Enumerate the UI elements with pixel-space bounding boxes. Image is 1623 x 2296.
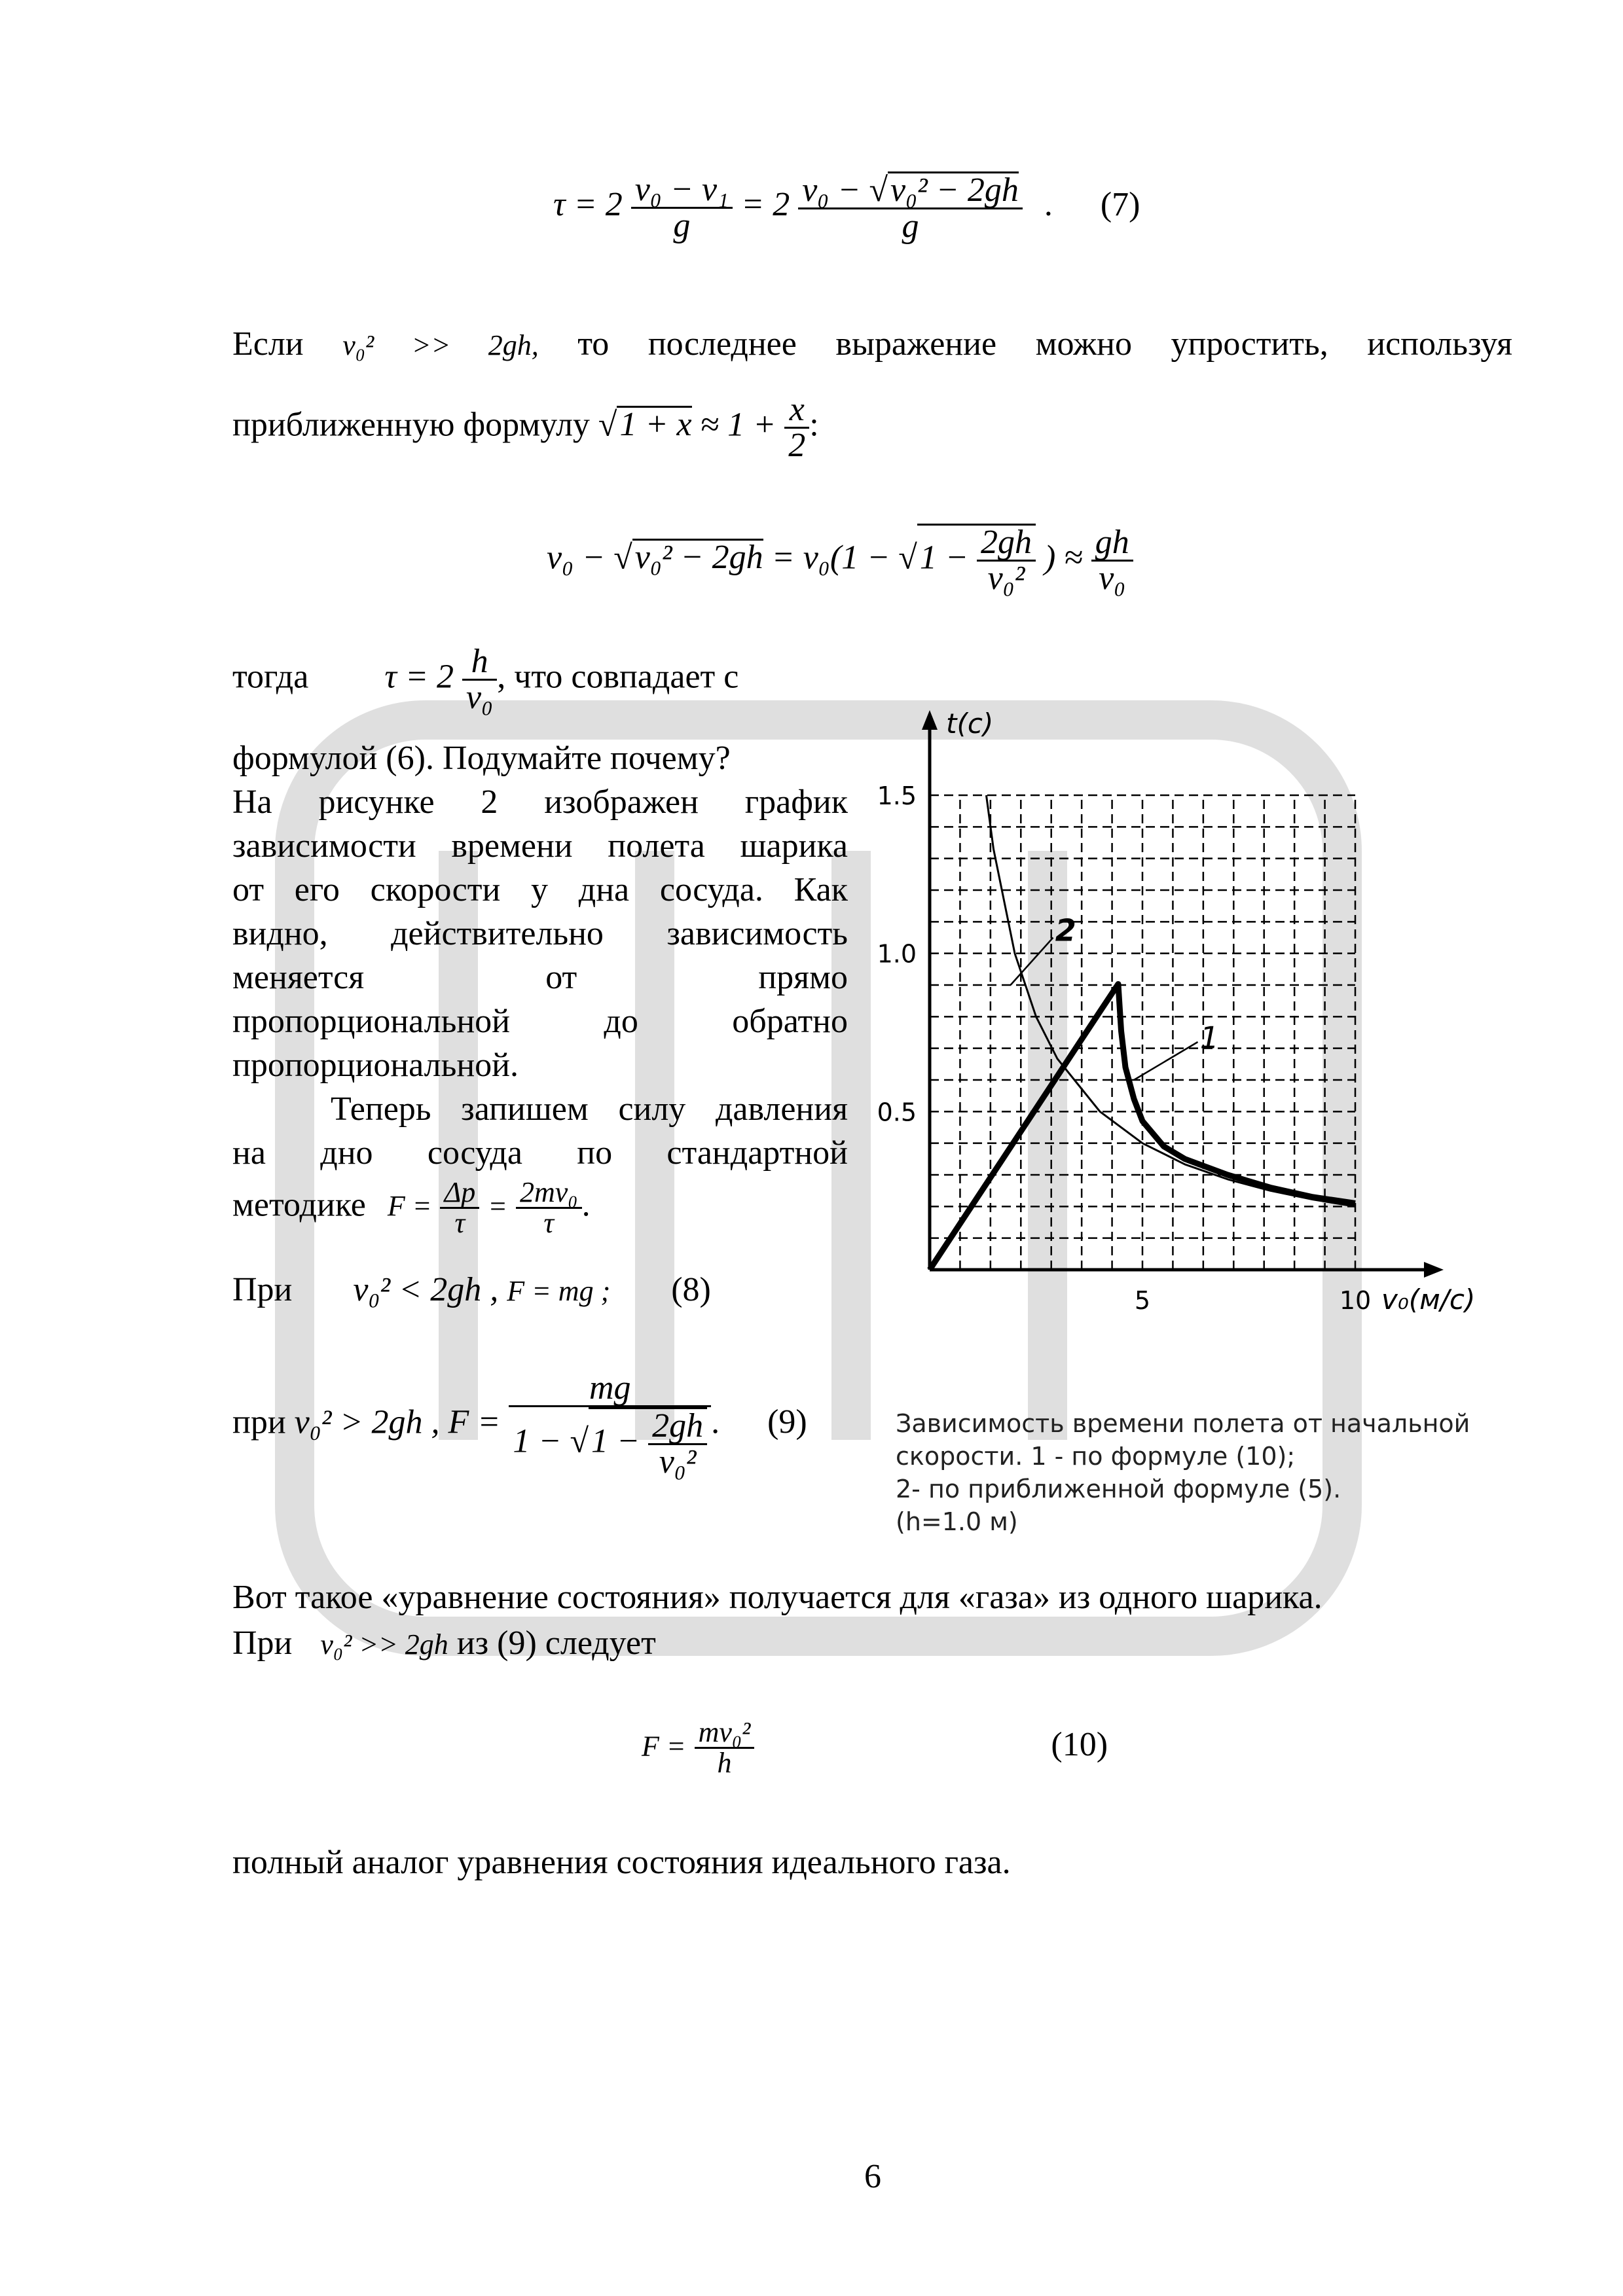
x-axis-arrow [1424,1262,1444,1278]
paragraph-then: тогда τ = 2 $\frac{h}{\text{v₀}}$ , что совпадает с [232,643,739,716]
equation-number: (10) [1051,1726,1108,1764]
series-line-1 [930,984,1355,1270]
series-line-2 [986,795,1355,1206]
x-axis-label: v₀(м/с) [1381,1283,1476,1316]
y-tick-label: 1.0 [877,939,917,969]
method-line: методике F = $\frac{\Delta p}{\tau}$ = $\frac{\text{2mv₀}}{\tau}$ . [232,1176,591,1239]
paragraph-approx: приближенную формулу √1 + x ≈ 1 + $\frac{x}{2}$ : [232,391,819,464]
paragraph-ideal-gas: полный аналог уравнения состояния идеального газа. [232,1844,1011,1881]
y-axis-label: t(c) [946,708,994,740]
y-axis-arrow [922,710,938,730]
chart [877,707,1506,1322]
y-tick-label: 1.5 [877,781,917,810]
annotation-label-2: 2 [1055,912,1076,948]
annotation-label-1: 1 [1199,1020,1220,1056]
paragraph-if: Если v₀² >> 2gh, то последнее выражение можно упростить, используя [232,325,1513,363]
figure-caption: Зависимость времени полета от начальной скорости. 1 - по формуле (10); 2- по приближенной формуле (5). (h=1.0 м) [896,1409,1470,1536]
equation-number: (7) [1100,185,1140,223]
x-tick-label: 10 [1339,1286,1372,1315]
paragraph-follows: При v₀² >> 2gh из (9) следует [232,1624,656,1662]
condition-line-8: При v₀² < 2gh , F = mg ; (8) [232,1271,711,1308]
page-number: 6 [864,2158,881,2195]
paragraph-state-equation: Вот такое «уравнение состояния» получается для «газа» из одного шарика. [232,1579,1322,1616]
equation-number: (8) [671,1271,711,1308]
condition-line-9: при v₀² > 2gh , F = mg 1 − √1 − $\frac{2gh}{\text{v₀²}}$ . (9) [232,1369,807,1480]
equation-7: τ = 2 $\frac{\text{v₀ − v₁}}{g}$ = 2 $\frac{\text{v₀ − √v₀² − 2gh}}{g}$ . (7) [553,170,1140,245]
y-tick-label: 0.5 [877,1098,917,1127]
left-column-text: формулой (6). Подумайте почему? На рисунке 2 изображен график зависимости времени полета шарика от его скорости у дна сосуда. Как видно, действительно зависимость меняется от прямо пропорциональной до обратно пропорциональной. Теперь запишем силу давления на дно сосуда по стандартной [232,740,848,1172]
simplification-equation: v₀ − √v₀² − 2gh = v₀(1 − √1 − $\frac{2gh}{\text{v₀²}}$ ) ≈ $\frac{gh}{\text{v₀}}$ [547,524,1133,596]
x-tick-label: 5 [1134,1286,1151,1315]
equation-10: F = $\frac{\text{mv₀²}}{h}$ (10) [642,1716,1108,1779]
equation-number: (9) [767,1403,807,1441]
